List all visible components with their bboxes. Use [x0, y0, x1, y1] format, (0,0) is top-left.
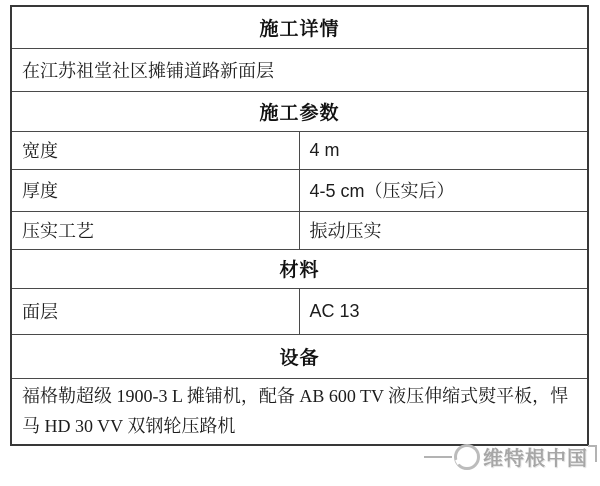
material-value-surface: AC 13	[299, 288, 588, 334]
section-row-details	[11, 6, 588, 48]
equipment-description-row	[11, 378, 588, 445]
material-row-surface	[11, 288, 588, 334]
param-label-thickness: 厚度	[11, 169, 299, 211]
section-row-equipment	[11, 334, 588, 378]
param-row-width	[11, 131, 588, 169]
param-value-width: 4 m	[299, 131, 588, 169]
param-label-width: 宽度	[11, 131, 299, 169]
param-value-thickness: 4-5 cm（压实后）	[299, 169, 588, 211]
section-title-details: 施工详情	[11, 6, 588, 48]
section-title-equipment: 设备	[11, 334, 588, 378]
watermark-text: 维特根中国	[483, 448, 588, 470]
watermark-corner-bracket	[588, 445, 597, 462]
watermark-line	[424, 456, 452, 458]
construction-spec-table	[10, 5, 589, 446]
material-label-surface: 面层	[11, 288, 299, 334]
wirtgen-china-watermark	[424, 442, 597, 471]
wirtgen-logo-icon	[454, 444, 480, 470]
param-label-compaction: 压实工艺	[11, 211, 299, 249]
details-description-row	[11, 48, 588, 91]
param-row-compaction	[11, 211, 588, 249]
section-row-parameters	[11, 91, 588, 131]
equipment-description: 福格勒超级 1900-3 L 摊铺机，配备 AB 600 TV 液压伸缩式熨平板，悍马 HD 30 VV 双钢轮压路机	[11, 378, 588, 445]
section-title-materials: 材料	[11, 249, 588, 288]
section-title-parameters: 施工参数	[11, 91, 588, 131]
section-row-materials	[11, 249, 588, 288]
param-value-compaction: 振动压实	[299, 211, 588, 249]
details-description: 在江苏祖堂社区摊铺道路新面层	[11, 48, 588, 91]
param-row-thickness	[11, 169, 588, 211]
